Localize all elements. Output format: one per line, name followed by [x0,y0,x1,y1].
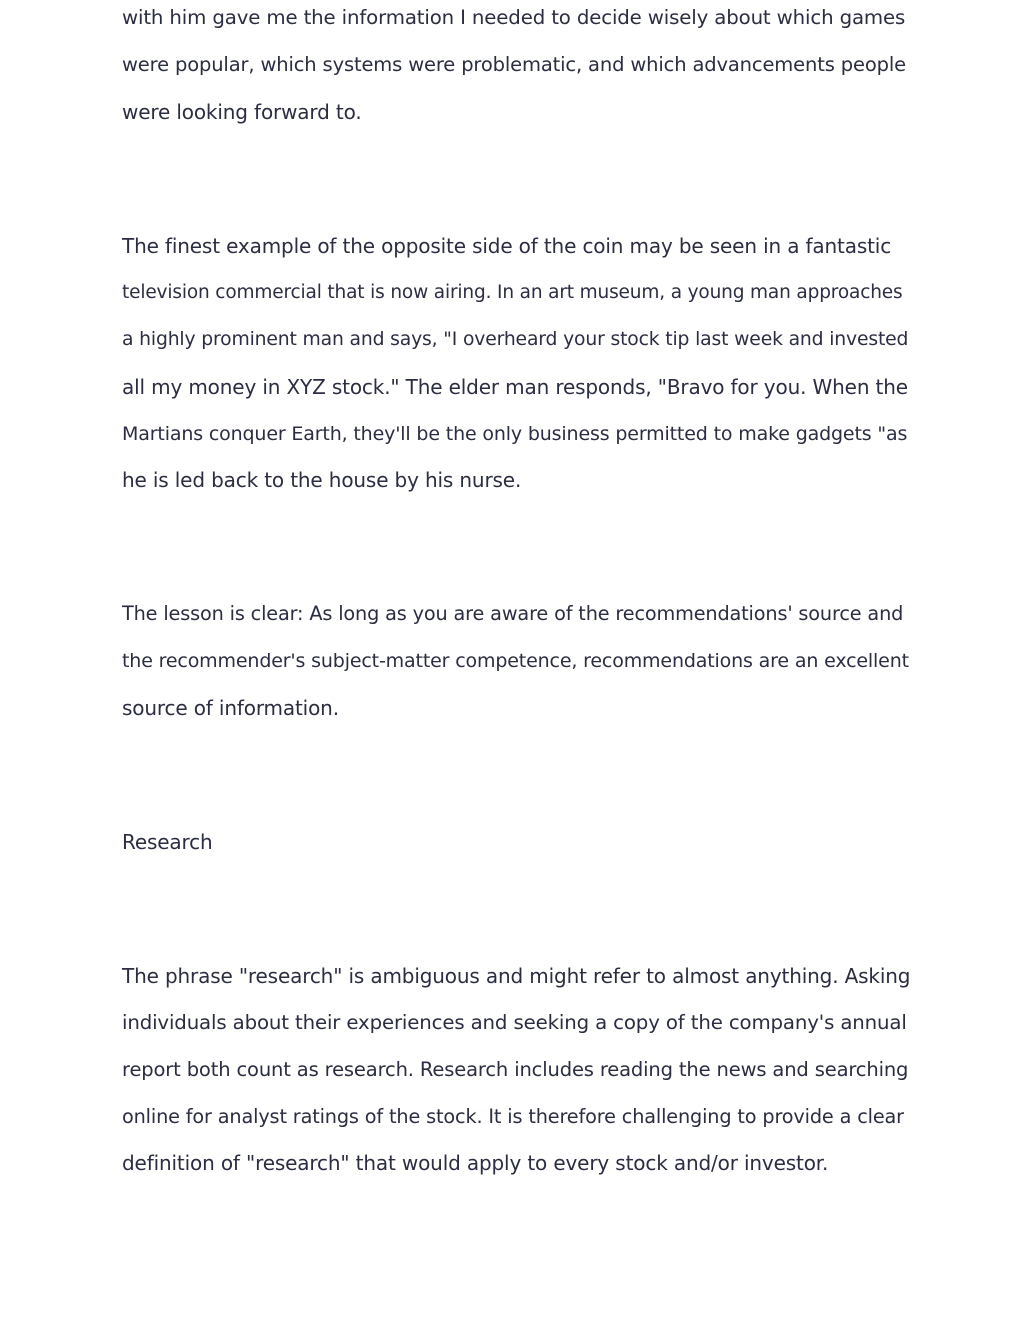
section-heading-research: Research [122,830,213,854]
paragraph-3-line-2: the recommender's subject-matter competence, recommendations are an excellent [122,650,909,672]
paragraph-2-line-3: a highly prominent man and says, "I overheard your stock tip last week and invested [122,329,909,350]
paragraph-2-line-6: he is led back to the house by his nurse. [122,468,522,492]
paragraph-2-line-5: Martians conquer Earth, they'll be the only business permitted to make gadgets "as [122,423,908,445]
paragraph-2-line-1: The finest example of the opposite side of the coin may be seen in a fantastic [122,234,892,258]
paragraph-3-line-1: The lesson is clear: As long as you are aware of the recommendations' source and [122,602,904,625]
paragraph-2-line-2: television commercial that is now airing. In an art museum, a young man approaches [122,282,903,303]
paragraph-5-line-5: definition of "research" that would apply to every stock and/or investor. [122,1151,829,1175]
paragraph-5-line-4: online for analyst ratings of the stock. It is therefore challenging to provide a clear [122,1105,904,1128]
paragraph-2-line-4: all my money in XYZ stock." The elder man responds, "Bravo for you. When the [122,375,908,399]
paragraph-5-line-1: The phrase "research" is ambiguous and might refer to almost anything. Asking [122,964,911,988]
paragraph-1-line-2: were popular, which systems were problematic, and which advancements people [122,53,906,76]
paragraph-3-line-3: source of information. [122,696,339,720]
paragraph-1-line-1: with him gave me the information I needed to decide wisely about which games [122,6,906,29]
paragraph-5-line-2: individuals about their experiences and seeking a copy of the company's annual [122,1011,907,1034]
paragraph-1-line-3: were looking forward to. [122,100,362,124]
paragraph-5-line-3: report both count as research. Research includes reading the news and searching [122,1058,909,1081]
